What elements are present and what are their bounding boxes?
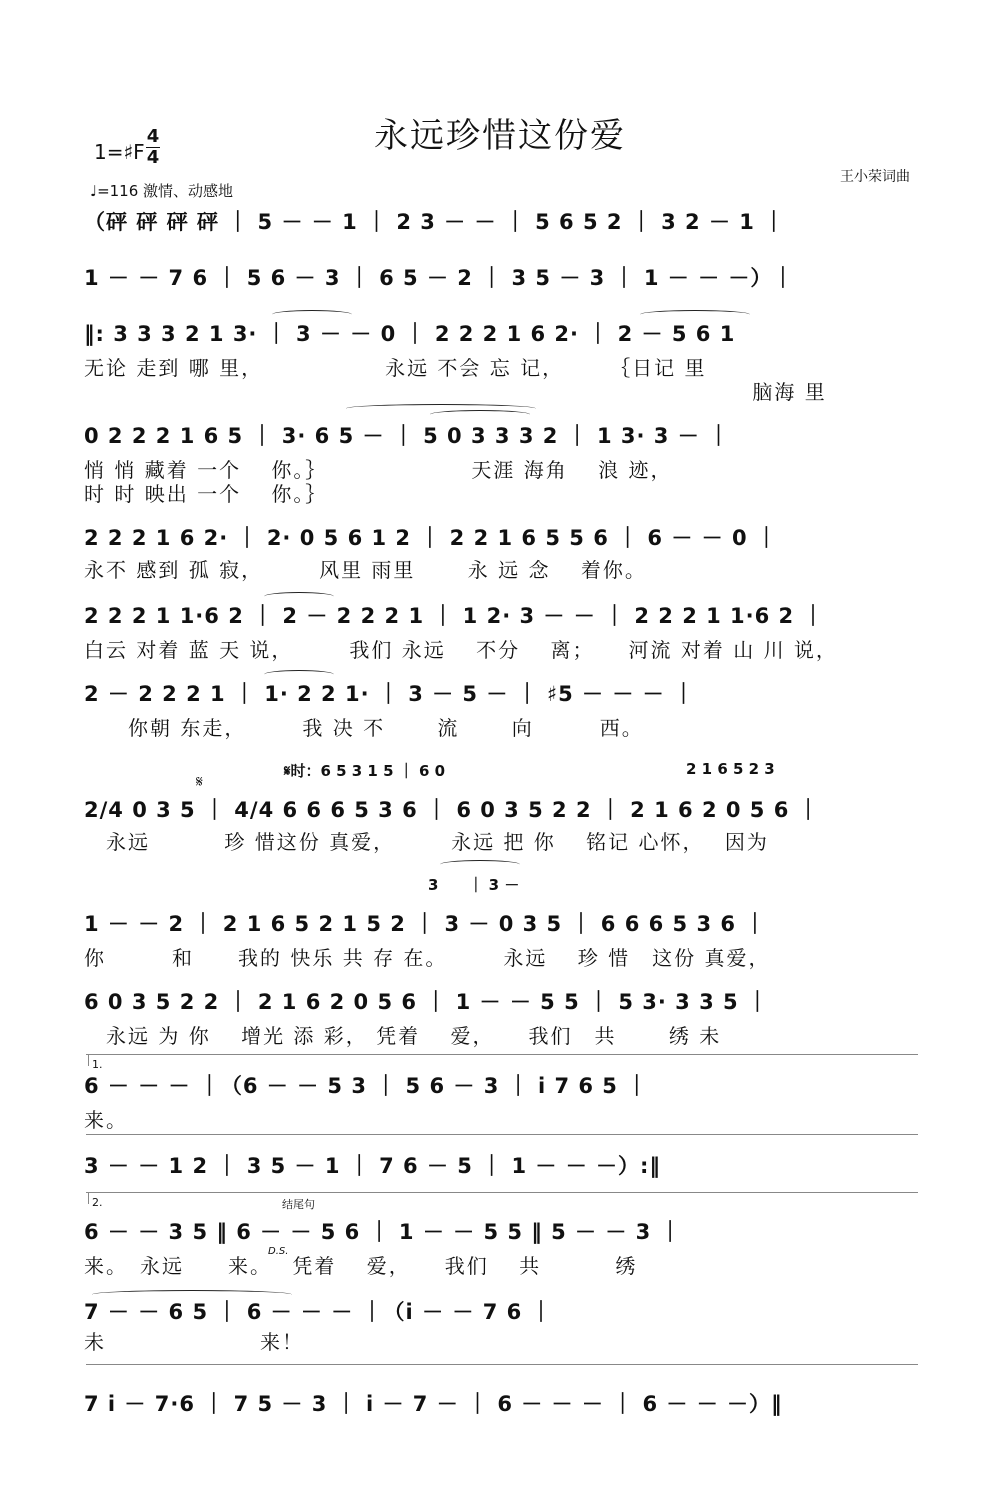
score-row-15: 7 i － 7·6 ｜ 7 5 － 3 ｜ i － 7 － ｜ 6 － － － ｜ 6 － － －）‖ bbox=[84, 1392, 783, 1416]
lyrics-row-10: 永远 为 你 增光 添 彩， 凭着 爱， 我们 共 绣 未 bbox=[84, 1024, 722, 1048]
slur-arc bbox=[264, 592, 334, 601]
score-row-3: ‖: 3 3 3 2 1 3· ｜ 3 － － 0 ｜ 2 2 2 1 6 2· ｜ 2 － 5 6 1 bbox=[84, 322, 736, 346]
lyrics-row-13: 来。 永远 来。 凭着 爱， 我们 共 绣 bbox=[84, 1254, 638, 1278]
segno-mark: 𝄋 bbox=[196, 772, 203, 791]
lyrics-row-3: 无论 走到 哪 里， 永远 不会 忘 记， ｛日记 里 bbox=[84, 356, 707, 380]
score-row-5: 2 2 2 1 6 2· ｜ 2· 0 5 6 1 2 ｜ 2 2 1 6 5 5 6 ｜ 6 － － 0 ｜ bbox=[84, 526, 778, 550]
ds-alt-notes: 𝄋时：6 5 3 1 5 ｜ 6 0 bbox=[284, 762, 446, 780]
score-row-10: 6 0 3 5 2 2 ｜ 2 1 6 2 0 5 6 ｜ 1 － － 5 5 ｜ 5 3· 3 3 5 ｜ bbox=[84, 990, 769, 1014]
volta-2-label: 2. bbox=[92, 1196, 103, 1209]
slur-arc bbox=[92, 1290, 292, 1299]
volta-2-rule bbox=[86, 1192, 918, 1193]
lyrics-row-7: 你朝 东走， 我 决 不 流 向 西。 bbox=[84, 716, 644, 740]
lyrics-row-3b: 脑海 里 bbox=[84, 380, 827, 404]
score-row-13: 6 － － 3 5 ‖ 6 － － 5 6 ｜ 1 － － 5 5 ‖ 5 － － 3 ｜ bbox=[84, 1220, 682, 1244]
final-rule bbox=[86, 1364, 918, 1365]
score-row-12: 3 － － 1 2 ｜ 3 5 － 1 ｜ 7 6 － 5 ｜ 1 － － －）:‖ bbox=[84, 1154, 661, 1178]
slur-arc bbox=[264, 670, 334, 679]
score-row-4: 0 2 2 2 1 6 5 ｜ 3· 6 5 － ｜ 5 0 3 3 3 2 ｜ 1 3· 3 － ｜ bbox=[84, 424, 731, 448]
repeat-rule bbox=[86, 1134, 918, 1135]
lyrics-row-6: 白云 对着 蓝 天 说， 我们 永远 不分 离； 河流 对着 山 川 说， bbox=[84, 638, 838, 662]
score-row-8: 2/4 0 3 5 ｜ 4/4 6 6 6 5 3 6 ｜ 6 0 3 5 2 2 ｜ 2 1 6 2 0 5 6 ｜ bbox=[84, 798, 820, 822]
time-bottom: 4 bbox=[146, 147, 160, 168]
ds-alt-notes-right: 2 1 6 5 2 3 bbox=[686, 760, 775, 778]
time-top: 4 bbox=[146, 126, 160, 147]
lyrics-row-4b: 时 时 映出 一个 你。｝ bbox=[84, 482, 328, 506]
lyrics-row-4: 悄 悄 藏着 一个 你。｝ 天涯 海角 浪 迹， bbox=[84, 458, 673, 482]
score-row-11: 6 － － － ｜（6 － － 5 3 ｜ 5 6 － 3 ｜ i 7 6 5 ｜ bbox=[84, 1074, 649, 1098]
ending-label: 结尾句 bbox=[282, 1198, 315, 1211]
lyrics-row-14: 未 来！ bbox=[84, 1330, 304, 1354]
volta-2-tick bbox=[88, 1192, 89, 1204]
slur-arc bbox=[640, 310, 750, 319]
song-title: 永远珍惜这份爱 bbox=[374, 116, 626, 156]
volta-1-rule bbox=[86, 1054, 918, 1055]
lyrics-row-8: 永远 珍 惜这份 真爱， 永远 把 你 铭记 心怀， 因为 bbox=[84, 830, 769, 854]
time-signature bbox=[146, 128, 160, 167]
tempo-marking: ♩=116 激情、动感地 bbox=[90, 182, 234, 200]
score-row-7: 2 － 2 2 2 1 ｜ 1· 2 2 1· ｜ 3 － 5 － ｜ ♯5 － － － ｜ bbox=[84, 682, 695, 706]
alt-notes-above-row-9: 3 ｜ 3 － bbox=[428, 876, 520, 894]
slur-arc bbox=[430, 410, 530, 419]
lyrics-row-5: 永不 感到 孤 寂， 风里 雨里 永 远 念 着你。 bbox=[84, 558, 647, 582]
volta-1-tick bbox=[88, 1054, 89, 1066]
score-row-9: 1 － － 2 ｜ 2 1 6 5 2 1 5 2 ｜ 3 － 0 3 5 ｜ 6 6 6 5 3 6 ｜ bbox=[84, 912, 767, 936]
slur-arc bbox=[440, 860, 520, 869]
score-row-6: 2 2 2 1 1·6 2 ｜ 2 － 2 2 2 1 ｜ 1 2· 3 － － ｜ 2 2 2 1 1·6 2 ｜ bbox=[84, 604, 825, 628]
score-row-2: 1 － － 7 6 ｜ 5 6 － 3 ｜ 6 5 － 2 ｜ 3 5 － 3 ｜ 1 － － －）｜ bbox=[84, 266, 795, 290]
slur-arc bbox=[272, 310, 352, 319]
lyrics-row-9: 你 和 我的 快乐 共 存 在。 永远 珍 惜 这份 真爱， bbox=[84, 946, 771, 970]
volta-1-label: 1. bbox=[92, 1058, 103, 1071]
score-row-1: （砰 砰 砰 砰 ｜ 5 － － 1 ｜ 2 3 － － ｜ 5 6 5 2 ｜ 3 2 － 1 ｜ bbox=[84, 210, 786, 234]
ds-mark: D.S. bbox=[268, 1246, 289, 1257]
composer-credit: 王小荣词曲 bbox=[840, 169, 910, 185]
score-row-14: 7 － － 6 5 ｜ 6 － － － ｜（i － － 7 6 ｜ bbox=[84, 1300, 553, 1324]
lyrics-row-11: 来。 bbox=[84, 1108, 128, 1132]
key-signature: 1=♯F bbox=[94, 140, 145, 164]
